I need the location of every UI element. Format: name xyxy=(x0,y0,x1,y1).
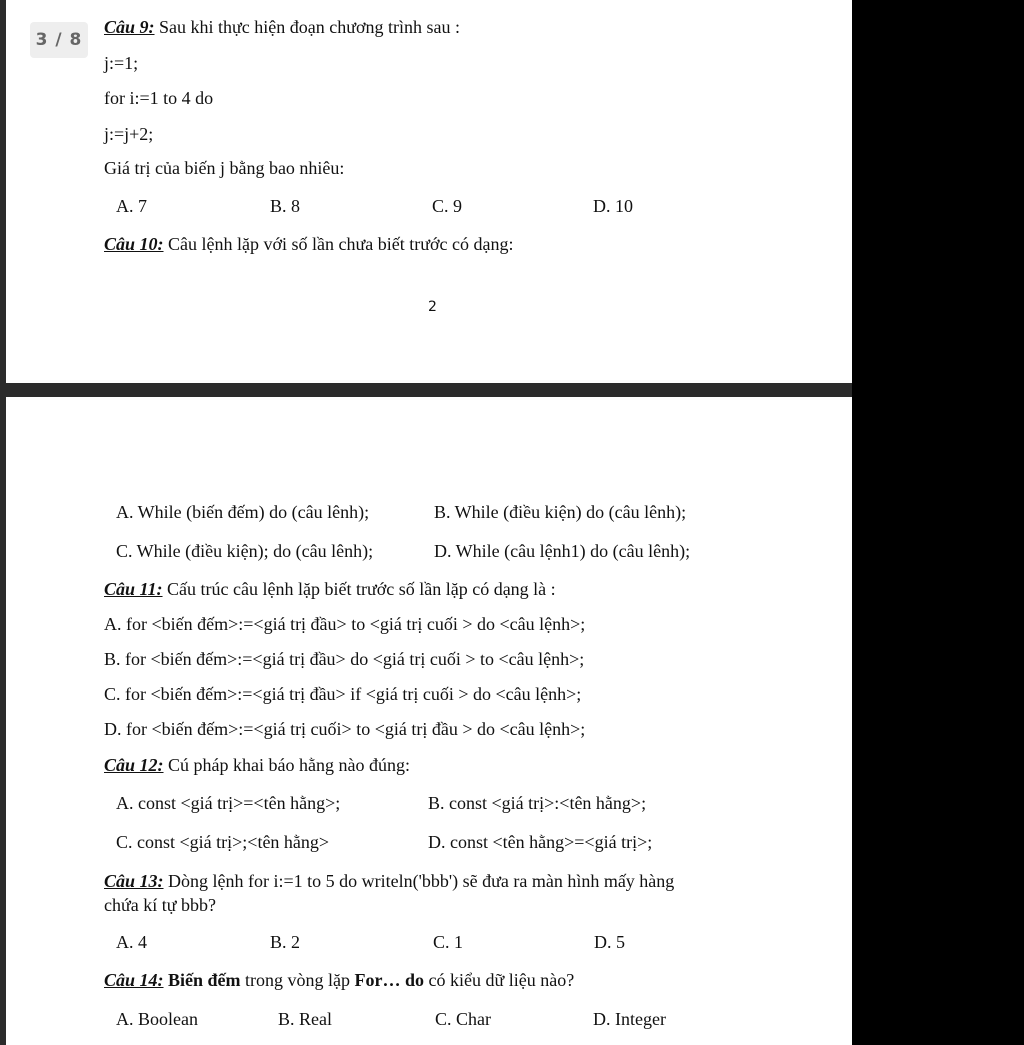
question-10-label: Câu 10: xyxy=(104,234,164,254)
q13-option-b: B. 2 xyxy=(270,932,301,952)
question-12-heading xyxy=(104,754,410,776)
question-12-label: Câu 12: xyxy=(104,755,164,775)
question-9-heading xyxy=(104,16,460,38)
question-13-heading xyxy=(104,870,674,892)
q12-option-c: C. const <giá trị>;<tên hằng> xyxy=(116,832,330,852)
question-14-bold-term-1: Biến đếm xyxy=(168,970,241,990)
question-11-text: Cấu trúc câu lệnh lặp biết trước số lần lặp có dạng là : xyxy=(162,579,556,599)
q9-option-b: B. 8 xyxy=(270,196,301,216)
document-page-1 xyxy=(6,0,852,383)
question-10-heading xyxy=(104,233,513,255)
q9-option-c: C. 9 xyxy=(432,196,463,216)
q12-option-d: D. const <tên hằng>=<giá trị>; xyxy=(428,832,653,852)
document-page-2 xyxy=(6,397,852,1045)
question-9-text: Sau khi thực hiện đoạn chương trình sau : xyxy=(154,17,460,37)
question-14-text-mid: trong vòng lặp xyxy=(240,970,355,990)
q11-option-d: D. for <biến đếm>:=<giá trị cuối> to <giá trị đầu > do <câu lệnh>; xyxy=(104,719,586,739)
q13-option-a: A. 4 xyxy=(116,932,147,952)
code-line-3: j:=j+2; xyxy=(104,124,154,144)
q13-option-c: C. 1 xyxy=(433,932,464,952)
q14-option-b: B. Real xyxy=(278,1009,332,1029)
q10-option-c: C. While (điều kiện); do (câu lênh); xyxy=(116,541,374,561)
viewer-side-panel xyxy=(852,0,1024,1045)
q11-option-c: C. for <biến đếm>:=<giá trị đầu> if <giá trị cuối > do <câu lệnh>; xyxy=(104,684,582,704)
question-10-text: Câu lệnh lặp với số lần chưa biết trước có dạng: xyxy=(163,234,514,254)
page-number: 2 xyxy=(428,299,437,315)
question-14-label: Câu 14: xyxy=(104,970,164,990)
q11-option-b: B. for <biến đếm>:=<giá trị đầu> do <giá trị cuối > to <câu lệnh>; xyxy=(104,649,585,669)
q14-option-c: C. Char xyxy=(435,1009,491,1029)
q10-option-a: A. While (biến đếm) do (câu lênh); xyxy=(116,502,370,522)
q9-option-d: D. 10 xyxy=(593,196,633,216)
q10-option-d: D. While (câu lệnh1) do (câu lênh); xyxy=(434,541,691,561)
q14-option-d: D. Integer xyxy=(593,1009,666,1029)
q9-option-a: A. 7 xyxy=(116,196,147,216)
q13-option-d: D. 5 xyxy=(594,932,625,952)
q12-option-b: B. const <giá trị>:<tên hằng>; xyxy=(428,793,647,813)
question-13-text-continued: chứa kí tự bbb? xyxy=(104,895,216,915)
question-9-label: Câu 9: xyxy=(104,17,155,37)
question-12-text: Cú pháp khai báo hằng nào đúng: xyxy=(163,755,410,775)
q14-option-a: A. Boolean xyxy=(116,1009,198,1029)
question-11-heading xyxy=(104,578,556,600)
page-counter-badge: 3 / 8 xyxy=(30,22,88,58)
question-9-prompt: Giá trị của biến j bằng bao nhiêu: xyxy=(104,158,345,178)
question-13-label: Câu 13: xyxy=(104,871,164,891)
q10-option-b: B. While (điều kiện) do (câu lênh); xyxy=(434,502,687,522)
code-line-1: j:=1; xyxy=(104,53,139,73)
question-13-text: Dòng lệnh for i:=1 to 5 do writeln('bbb') sẽ đưa ra màn hình mấy hàng xyxy=(163,871,675,891)
question-14-heading xyxy=(104,969,574,991)
question-11-label: Câu 11: xyxy=(104,579,163,599)
question-14-bold-term-2: For… do xyxy=(354,970,425,990)
question-14-text-tail: có kiểu dữ liệu nào? xyxy=(424,970,575,990)
code-line-2: for i:=1 to 4 do xyxy=(104,88,214,108)
q12-option-a: A. const <giá trị>=<tên hằng>; xyxy=(116,793,341,813)
q11-option-a: A. for <biến đếm>:=<giá trị đầu> to <giá trị cuối > do <câu lệnh>; xyxy=(104,614,586,634)
